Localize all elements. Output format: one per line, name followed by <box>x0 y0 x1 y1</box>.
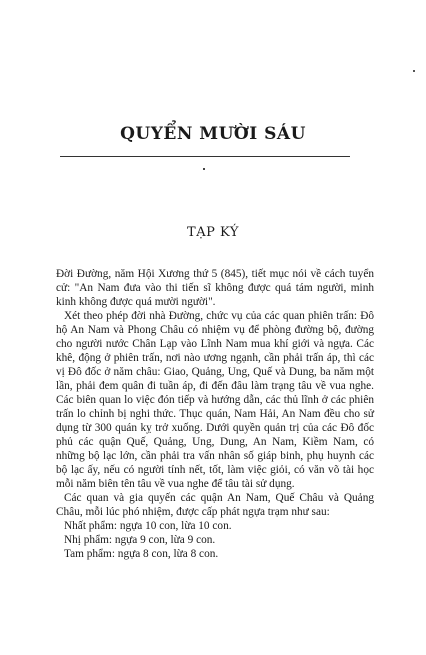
section-title: TẠP KÝ <box>187 225 239 240</box>
corner-speck <box>413 70 415 72</box>
grade-line-3: Tam phẩm: ngựa 8 con, lừa 8 con. <box>64 548 219 560</box>
chapter-title: QUYỂN MƯỜI SÁU <box>120 124 306 144</box>
title-dot <box>203 168 205 170</box>
grade-line-1: Nhất phẩm: ngựa 10 con, lừa 10 con. <box>64 520 232 532</box>
paragraph-1: Đời Đường, năm Hội Xương thứ 5 (845), tiết mục nói về cách tuyển cử: "An Nam đưa vào thi tiến sĩ không được quá tám người, minh kinh không được quá mười người". <box>56 268 374 308</box>
title-rule <box>60 156 350 157</box>
paragraph-3: Các quan và gia quyến các quận An Nam, Quế Châu và Quảng Châu, mỗi lúc phó nhiệm, được cấp phát ngựa trạm như sau: <box>56 492 374 518</box>
paragraph-2: Xét theo phép đời nhà Đường, chức vụ của các quan phiên trấn: Đô hộ An Nam và Phong Châu có nhiệm vụ để phòng đường bộ, đường cho người nước Chân Lạp vào Lĩnh Nam mua khí giới và ngựa. Các khê, động ở phiên trấn, nơi nào ương ngạnh, cần phải trấn áp, thì các vị Đô đốc ở năm châu: Giao, Quảng, Ung, Quế và Dung, ba năm một lần, phải đem quân đi tuần áp, đi đến đâu làm trạng tâu về vua nghe. Các biên quan lo việc đón tiếp và hướng dẫn, các thủ lĩnh ở các phiên trấn lo chỉnh bị nghi thức. Thục quán, Nam Hải, An Nam đều cho sử dụng từ 300 quán kỵ trở xuống. Dưới quyền quản trị của các Đô đốc phủ các quận Quế, Quảng, Ung, Dung, An Nam, Kiềm Nam, có những bộ lạc lớn, cần phải tra vấn nhân số giáp binh, phụ huynh các bộ lạc ấy, nếu có người tính nết, tốt, làm việc giỏi, có văn võ tài học mỗi năm biên tên tâu về vua nghe để tâu tài sử dụng. <box>56 310 374 490</box>
body-text <box>56 267 374 561</box>
grade-line-2: Nhị phẩm: ngựa 9 con, lừa 9 con. <box>64 534 216 546</box>
